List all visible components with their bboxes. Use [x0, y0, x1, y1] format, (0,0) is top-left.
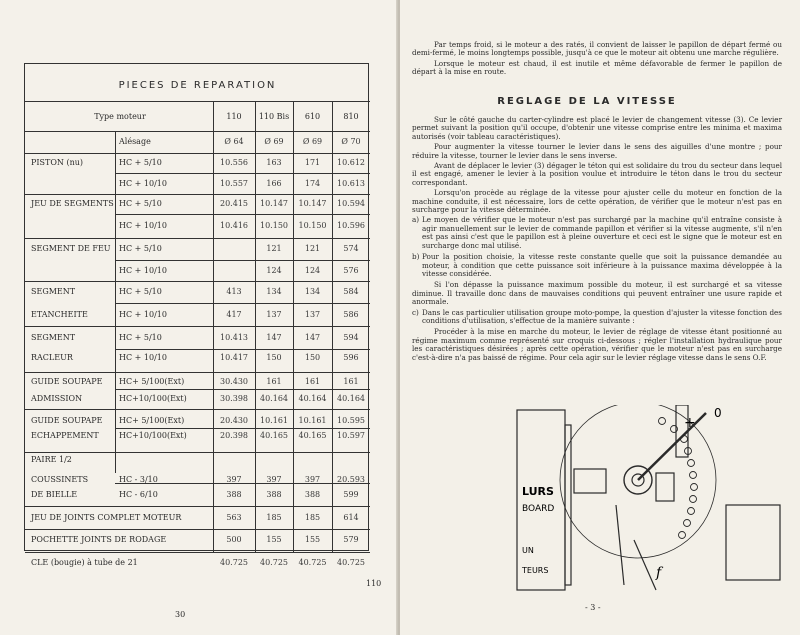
item-text: Le moyen de vérifier que le moteur n'est pas surchargé par la machine qu'il entraîne consiste à agir manuellement sur le levier de commande papillon et vérifier si la vitesse augmente, s'il n'en est pas ainsi c'est que le papillon est à pleine ouverture et ceci est le signe que le moteur est en surcharge donc mal utilisé. — [422, 215, 782, 250]
row-value: 40.164 — [260, 393, 288, 403]
row-value: 150 — [266, 352, 282, 362]
row-label: ECHAPPEMENT — [31, 431, 99, 440]
row-sub-label: HC+ 5/100(Ext) — [119, 416, 185, 425]
row-value: 10.557 — [220, 178, 248, 188]
table-rule — [25, 529, 370, 530]
row-value: 599 — [343, 489, 359, 499]
engine-label-4: TEURS — [522, 566, 549, 575]
table-rule — [115, 260, 213, 261]
header-col: 110 Bis — [258, 112, 290, 121]
row-value: 10.595 — [337, 416, 365, 425]
row-value: 20.398 — [220, 431, 248, 440]
hub-bracket — [656, 473, 674, 501]
corner-number: 110 — [366, 579, 382, 588]
row-value: 147 — [266, 332, 282, 342]
row-value: 20.593 — [337, 474, 365, 484]
list-item-c — [412, 309, 782, 326]
row-value: Ø 64 — [224, 136, 244, 146]
row-value: 40.725 — [337, 558, 365, 567]
row-value: 40.165 — [260, 431, 288, 440]
row-label: RACLEUR — [31, 352, 73, 362]
engine-label: LURS — [522, 485, 554, 498]
block-edge — [565, 425, 571, 585]
item-text: Pour la position choisie, la vitesse reste constante quelle que soit la puissance demandée au moteur, à condition que cette puissance soit inférieure à la puissance maxima développée à la vitesse considérée. — [422, 252, 782, 278]
table-rule — [213, 173, 370, 174]
engine-label-2: BOARD — [522, 504, 555, 514]
row-value: 40.164 — [298, 393, 327, 403]
row-value: 413 — [226, 287, 242, 296]
table-rule — [25, 506, 370, 507]
list-item-a — [412, 216, 782, 250]
zero-label: 0 — [714, 406, 722, 420]
main-text — [412, 116, 782, 364]
table-rule — [25, 452, 370, 453]
row-value: 614 — [343, 512, 359, 522]
row-value: 137 — [266, 309, 282, 319]
row-sub-label: HC + 5/10 — [119, 199, 162, 208]
table-rule — [213, 303, 370, 304]
section-heading: REGLAGE DE LA VITESSE — [497, 96, 677, 107]
intro-paragraph: Par temps froid, si le moteur a des ratés, il convient de laisser le papillon de départ fermé ou demi-fermé, le moins longtemps possible, jusqu'à ce que le moteur ait obtenu une marche régulière. — [412, 40, 782, 58]
row-value: 397 — [304, 474, 321, 484]
row-value: 388 — [304, 489, 321, 499]
row-label: SEGMENT — [31, 332, 76, 342]
paragraph: Procéder à la mise en marche du moteur, le levier de réglage de vitesse étant positionné au régime maximum comme représenté sur croquis ci-dessous ; régler l'installation hydraulique pour les caractéristiques désirées ; après cette opération, vérifier que le moteur n'est pas en surcharge c'est-à-dire n'a pas baissé de régime. Pour cela agir sur le levier réglage vitesse dans le sens O.F. — [412, 327, 782, 362]
row-value: 10.161 — [298, 416, 327, 425]
row-value: 30.398 — [220, 393, 248, 403]
table-col-rule — [115, 131, 116, 473]
row-value: 40.164 — [337, 393, 365, 403]
engine-label-3: UN — [522, 546, 534, 555]
paragraph: Sur le côté gauche du carter-cylindre est placé le levier de changement vitesse (3). Ce levier permet suivant la position qu'il occupe, d'obtenir une vitesse comprise entre les minima et maxima autorisés (voir tableau caractéristiques). — [412, 115, 782, 141]
paragraph: Lorsqu'on procède au réglage de la vitesse pour ajuster celle du moteur en fonction de la machine conduite, il est nécessaire, lors de cette opération, de vérifier que le moteur n'est pas en surcharge pour la vitesse déterminée. — [412, 188, 782, 215]
table-rule — [213, 389, 370, 390]
table-rule — [25, 281, 370, 282]
right-housing — [726, 505, 780, 580]
row-value: 174 — [304, 178, 321, 188]
left-page — [0, 0, 398, 635]
row-value: Ø 70 — [341, 136, 361, 146]
intro-paragraph: Lorsque le moteur est chaud, il est inutile et même défavorable de fermer le papillon de départ à la mise en route. — [412, 58, 782, 77]
header-type-moteur: Type moteur — [94, 112, 146, 121]
row-label: COUSSINETS — [31, 474, 89, 484]
row-value: 10.416 — [220, 221, 248, 230]
row-sub-label: HC + 10/10 — [119, 309, 167, 319]
row-sub-label: HC - 3/10 — [119, 474, 158, 484]
table-rule — [115, 214, 213, 215]
speed-lever-diagram — [516, 405, 782, 595]
row-sub-label: HC + 10/10 — [119, 352, 167, 362]
row-value: 388 — [226, 489, 242, 499]
row-value: 579 — [343, 535, 359, 544]
row-value: 121 — [304, 244, 321, 253]
row-value: 121 — [266, 244, 282, 253]
row-value: 134 — [304, 287, 321, 296]
row-label: SEGMENT DE FEU — [31, 244, 111, 253]
table-rule — [25, 194, 370, 195]
row-label: JEU DE SEGMENTS — [31, 199, 114, 208]
parts-table — [24, 63, 369, 567]
row-label: ADMISSION — [31, 393, 83, 403]
table-rule — [213, 214, 370, 215]
f-label: f — [656, 565, 662, 581]
row-sub-label: HC - 6/10 — [119, 489, 158, 499]
left-page-number: 30 — [175, 610, 186, 619]
table-rule — [213, 349, 370, 350]
row-label: ETANCHEITE — [31, 309, 88, 319]
row-value: 10.597 — [337, 431, 365, 440]
intro-text — [412, 41, 782, 79]
row-value: 166 — [266, 178, 282, 188]
row-value: 500 — [226, 535, 242, 544]
table-rule — [115, 428, 213, 429]
speed-lever — [638, 413, 706, 480]
row-value: 161 — [343, 377, 359, 386]
table-rule — [213, 428, 370, 429]
row-sub-label: Alésage — [119, 136, 151, 146]
table-rule — [115, 303, 213, 304]
plus-label: + — [684, 415, 696, 431]
row-value: Ø 69 — [302, 136, 323, 146]
row-sub-label: HC+10/100(Ext) — [119, 393, 187, 403]
row-value: 163 — [266, 158, 282, 167]
row-value: 10.147 — [298, 199, 327, 208]
row-label: JEU DE JOINTS COMPLET MOTEUR — [31, 512, 182, 522]
row-value: 147 — [304, 332, 321, 342]
row-value: 155 — [304, 535, 321, 544]
row-value: 10.150 — [298, 221, 327, 230]
paragraph: Pour augmenter la vitesse tourner le levier dans le sens des aiguilles d'une montre ; pour réduire la vitesse, tourner le levier dans le sens inverse. — [412, 142, 782, 160]
side-bracket — [574, 469, 606, 493]
row-value: 124 — [304, 265, 321, 275]
row-value: 10.413 — [220, 332, 248, 342]
row-value: 155 — [266, 535, 282, 544]
table-rule — [25, 101, 370, 102]
item-mark: a) — [412, 215, 420, 225]
table-rule — [115, 173, 213, 174]
row-value: 171 — [304, 158, 321, 167]
row-sub-label: HC + 10/10 — [119, 221, 167, 230]
row-value: 20.415 — [220, 199, 248, 208]
table-rule — [115, 349, 213, 350]
table-title: PIECES DE REPARATION — [118, 80, 277, 91]
row-value: 40.725 — [220, 558, 248, 567]
row-value: 185 — [304, 512, 321, 522]
row-value: 574 — [343, 244, 359, 253]
right-page-number: - 3 - — [585, 603, 601, 612]
row-value: 397 — [226, 474, 242, 484]
table-rule — [25, 238, 370, 239]
row-sub-label: HC+10/100(Ext) — [119, 431, 187, 440]
row-value: 388 — [266, 489, 282, 499]
table-rule — [115, 389, 213, 390]
row-value: 185 — [266, 512, 282, 522]
row-value: 576 — [343, 265, 359, 275]
row-value: 10.594 — [337, 199, 365, 208]
row-value: Ø 69 — [264, 136, 284, 146]
row-value: 10.161 — [260, 416, 288, 425]
row-sub-label: HC + 5/10 — [119, 332, 162, 342]
row-value: 40.725 — [260, 558, 288, 567]
table-rule — [25, 409, 370, 410]
row-value: 563 — [226, 512, 242, 522]
row-sub-label: HC+ 5/100(Ext) — [119, 377, 185, 386]
row-value: 586 — [343, 309, 359, 319]
paragraph: Si l'on dépasse la puissance maximum possible du moteur, il est surchargé et sa vitesse diminue. Il travaille donc dans de mauvaises conditions qui peuvent entraîner une usure rapide et anormale. — [412, 280, 782, 307]
row-value: 10.613 — [337, 178, 365, 188]
row-sub-label: HC + 10/10 — [119, 178, 167, 188]
row-value: 10.612 — [337, 158, 365, 167]
row-value: 584 — [343, 287, 359, 296]
row-label: PAIRE 1/2 — [31, 454, 72, 464]
table-rule — [25, 372, 370, 373]
engine-block-outline — [517, 410, 565, 590]
paragraph: Avant de déplacer le levier (3) dégager le téton qui est solidaire du trou du secteur dans lequel il est engagé, amener le levier à la position voulue et introduire le téton dans le trou du secteur correspondant. — [412, 161, 782, 187]
header-col: 110 — [226, 112, 242, 121]
row-value: 20.430 — [220, 416, 248, 425]
row-label: CLE (bougie) à tube de 21 — [31, 558, 138, 567]
row-value: 594 — [343, 332, 359, 342]
row-value: 150 — [304, 352, 321, 362]
row-label: PISTON (nu) — [31, 158, 84, 167]
header-col: 610 — [304, 112, 321, 121]
row-value: 124 — [266, 265, 282, 275]
item-mark: c) — [412, 307, 419, 317]
row-value: 10.556 — [220, 158, 248, 167]
row-value: 10.147 — [260, 199, 288, 208]
row-value: 137 — [304, 309, 321, 319]
lower-rod — [616, 505, 624, 585]
lower-rod-2 — [634, 540, 656, 590]
row-label: DE BIELLE — [31, 489, 78, 499]
row-value: 596 — [343, 352, 359, 362]
table-rule — [213, 260, 370, 261]
table-rule — [25, 326, 370, 327]
row-value: 40.165 — [298, 431, 327, 440]
row-value: 397 — [266, 474, 282, 484]
row-label: GUIDE SOUPAPE — [31, 416, 103, 425]
row-label: GUIDE SOUPAPE — [31, 377, 103, 386]
row-value: 10.150 — [260, 221, 288, 230]
item-text: Dans le cas particulier utilisation groupe moto-pompe, la question d'ajuster la vitesse fonction des conditions d'utilisation, s'effectue de la manière suivante : — [422, 307, 782, 325]
header-col: 810 — [343, 112, 359, 121]
list-item-b — [412, 253, 782, 278]
row-sub-label: HC + 5/10 — [119, 287, 162, 296]
row-label: SEGMENT — [31, 287, 76, 296]
row-label: POCHETTE JOINTS DE RODAGE — [31, 535, 167, 544]
row-value: 10.596 — [337, 221, 365, 230]
row-value: 161 — [304, 377, 321, 386]
row-sub-label: HC + 10/10 — [119, 265, 167, 275]
item-mark: b) — [412, 252, 420, 262]
row-value: 134 — [266, 287, 282, 296]
row-value: 30.430 — [220, 377, 248, 386]
row-value: 40.725 — [298, 558, 327, 567]
row-value: 417 — [226, 309, 242, 319]
row-value: 161 — [266, 377, 282, 386]
table-rule — [25, 131, 370, 132]
table-rule — [25, 552, 370, 553]
table-rule — [25, 153, 370, 154]
row-sub-label: HC + 5/10 — [119, 244, 162, 253]
row-value: 10.417 — [220, 352, 248, 362]
row-sub-label: HC + 5/10 — [119, 158, 162, 167]
